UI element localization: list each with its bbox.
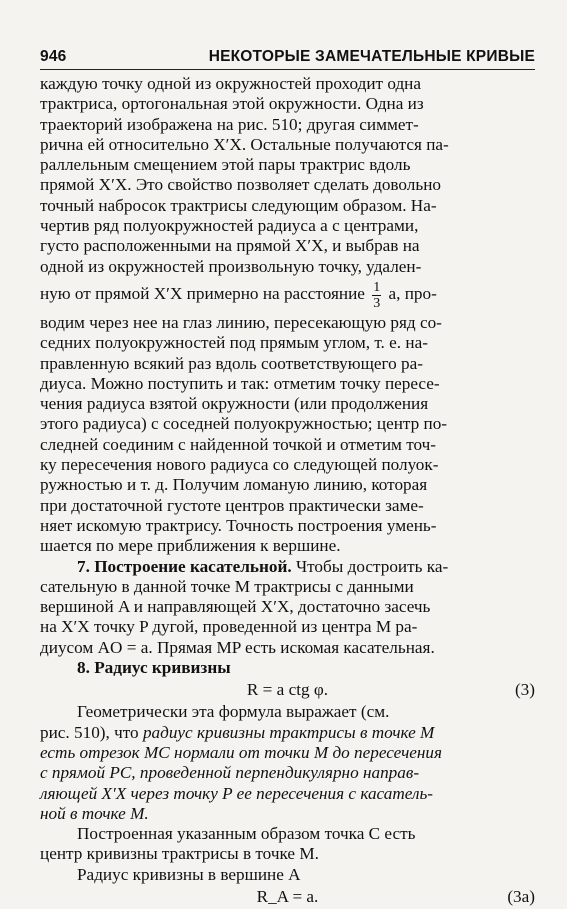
italic-line: есть отрезок MC нормали от точки M до пересечения (40, 742, 443, 762)
text-line: диуса. Можно поступить и так: отметим точку пересе- (40, 373, 440, 393)
italic-line: ной в точке M. (40, 803, 149, 823)
text-line: каждую точку одной из окружностей проходит одна (40, 74, 422, 93)
page-body (40, 74, 535, 909)
text-line: рична ей относительно X′X. Остальные получаются па- (40, 134, 449, 154)
text-line: водим через нее на глаз линию, пересекающую ряд со- (40, 312, 442, 332)
text-line: Геометрически эта формула выражает (см. (77, 702, 390, 722)
text-line: точный набросок трактрисы следующим образом. На- (40, 195, 437, 215)
fraction-denominator: 3 (373, 295, 381, 311)
text-line: на X′X точку P дугой, проведенной из центра M ра- (40, 617, 418, 637)
section-heading-tangent: 7. Построение касательной. (77, 556, 292, 576)
equation-3a (40, 885, 535, 909)
text-segment: ную от прямой X′X примерно на расстояние (40, 283, 365, 303)
text-line: правленную всякий раз вдоль соответствующего ра- (40, 353, 423, 373)
text-line: трактриса, ортогональная этой окружности. Одна из (40, 94, 424, 114)
text-line: ку пересечения нового радиуса со следующей полуок- (40, 455, 439, 475)
page-header (40, 40, 535, 66)
text-line: густо расположенными на прямой X′X, и выбрав на (40, 236, 420, 256)
text-line (40, 723, 535, 743)
text-line: одной из окружностей произвольную точку, удален- (40, 256, 422, 276)
equation-3 (40, 678, 535, 702)
italic-line: с прямой PC, проведенной перпендикулярно направ- (40, 763, 420, 783)
text-segment: Чтобы достроить ка- (295, 556, 449, 576)
text-line: седних полуокружностей под прямым углом, т. е. на- (40, 333, 428, 353)
text-line: вершиной A и направляющей X′X, достаточно засечь (40, 597, 431, 617)
text-line: чертив ряд полуокружностей радиуса a с центрами, (40, 216, 419, 236)
text-line: чения радиуса взятой окружности (или продолжения (40, 394, 429, 414)
text-segment: a, про- (388, 283, 437, 303)
fraction-one-third (372, 280, 381, 311)
text-line: при достаточной густоте центров практически заме- (40, 495, 424, 515)
equation-number: (3а) (507, 886, 535, 906)
text-line: сательную в данной точке M трактрисы с данными (40, 576, 414, 596)
section-7-line (40, 557, 535, 577)
text-line: диусом AO = a. Прямая MP есть искомая касательная. (40, 637, 435, 657)
section-8-line (40, 658, 535, 678)
equation-formula: R = a ctg φ. (246, 680, 329, 700)
page-number: 946 (40, 48, 67, 65)
text-line: ружностью и т. д. Получим ломаную линию, которая (40, 475, 428, 495)
text-line: Построенная указанным образом точка C есть (77, 824, 416, 844)
text-line: этого радиуса) с соседней полуокружностью; центр по- (40, 414, 448, 434)
italic-segment: радиус кривизны трактрисы в точке M (142, 722, 435, 742)
text-line: раллельным смещением этой пары трактрис вдоль (40, 155, 411, 175)
section-heading-curvature: 8. Радиус кривизны (77, 658, 231, 678)
text-line: Радиус кривизны в вершине A (77, 864, 301, 884)
text-segment: рис. 510), что (40, 722, 139, 742)
text-line-with-fraction (40, 277, 535, 311)
equation-number: (3) (514, 680, 535, 700)
text-line: няет искомую трактрису. Точность построения умень- (40, 515, 437, 535)
fraction-numerator: 1 (373, 279, 381, 295)
italic-line: ляющей X′X через точку P ее пересечения с касатель- (40, 783, 433, 803)
text-line: прямой X′X. Это свойство позволяет сделать довольно (40, 175, 441, 195)
text-line: шается по мере приближения к вершине. (40, 536, 341, 556)
equation-formula: R_A = a. (256, 886, 319, 906)
text-line: следней соединим с найденной точкой и отметим точ- (40, 434, 437, 454)
header-rule (40, 69, 535, 70)
text-line: центр кривизны трактрисы в точке M. (40, 844, 319, 864)
running-title: НЕКОТОРЫЕ ЗАМЕЧАТЕЛЬНЫЕ КРИВЫЕ (208, 48, 535, 65)
text-line: траекторий изображена на рис. 510; другая симмет- (40, 114, 419, 134)
